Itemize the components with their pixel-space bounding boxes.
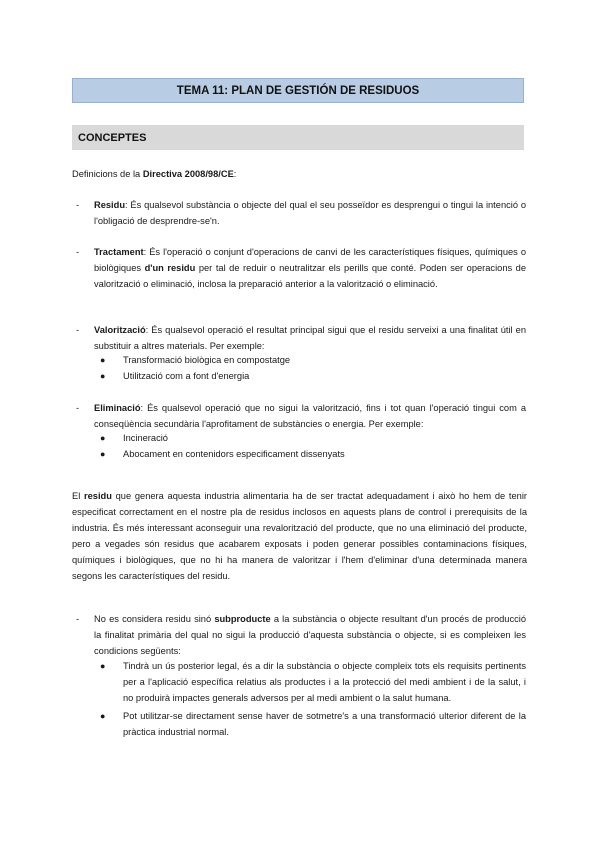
directive-name: Directiva 2008/98/CE xyxy=(142,169,234,179)
paragraph-text: que genera aquesta industria alimentaria ha de ser tractat adequadament i això ho hem de tenir especificat correctament en el nostre pla de residus inclosos en aquests plans de control i prerequisits de la industria. És més interessant aconseguir una revalorització del producte, que no una eliminació del producte, pero a vegades són residus que acabarem exposats i poden generar possibles contaminacions físiques, químiques i biològiques, que no hi ha manera de valoritzar i l'hem d'eliminar d'una determinada manera segons les característiques del residu. xyxy=(72,491,528,581)
list-item xyxy=(94,658,526,706)
dash-marker: - xyxy=(76,200,80,210)
definition-text: per tal de reduir o neutralitzar els perills que conté. Poden ser operacions de valorització o eliminació, inclosa la preparació anterior a la valorització o eliminació. xyxy=(94,263,527,289)
intro-line xyxy=(72,166,527,182)
definition-eliminacio xyxy=(94,400,526,432)
bullet-icon: ● xyxy=(100,661,106,671)
definition-term: Tractament xyxy=(94,247,144,257)
intro-suffix: : xyxy=(233,169,237,179)
bullet-icon: ● xyxy=(100,371,106,381)
residu-paragraph xyxy=(72,488,527,584)
dash-marker: - xyxy=(76,247,80,257)
list-item-text: Incineració xyxy=(123,433,168,443)
definition-residu xyxy=(94,197,526,229)
definition-term: Eliminació xyxy=(94,403,141,413)
dash-marker: - xyxy=(76,614,80,624)
subproducte-conditions xyxy=(94,658,526,740)
bullet-icon: ● xyxy=(100,449,106,459)
list-item-text: Utilització com a font d'energia xyxy=(123,371,250,381)
document-title-text: TEMA 11: PLAN DE GESTIÓN DE RESIDUOS xyxy=(176,84,420,97)
definition-term: Valorització xyxy=(94,325,146,335)
bullet-icon: ● xyxy=(100,711,106,721)
document-title xyxy=(72,78,524,103)
definition-valoritzacio xyxy=(94,322,526,354)
definition-text: : És qualsevol substància o objecte del qual el seu posseïdor es desprengui o tingui la intenció o l'obligació de desprendre-se'n. xyxy=(94,200,526,226)
definition-term: subproducte xyxy=(214,614,271,624)
bullet-icon: ● xyxy=(100,433,106,443)
list-item xyxy=(94,430,524,446)
list-item-text: Transformació biològica en compostatge xyxy=(123,355,291,365)
list-item-text: Tindrà un ús posterior legal, és a dir la substància o objecte compleix tots els requisits pertinents per a l'aplicació específica relatius als productes i a la protecció del medi ambient i de la salut, i no produirà impactes generals adversos per al medi ambient o la salut humana. xyxy=(123,661,526,703)
list-item xyxy=(94,446,524,462)
section-header-text: CONCEPTES xyxy=(78,131,147,144)
subproducte-definition xyxy=(94,611,526,659)
dash-marker: - xyxy=(76,403,80,413)
intro-prefix: Definicions de la xyxy=(72,169,143,179)
list-item xyxy=(94,368,524,384)
valoritzacio-examples xyxy=(94,352,524,384)
list-item-text: Abocament en contenidors especificament dissenyats xyxy=(123,449,345,459)
definition-text: a la substància o objecte resultant d'un procés de producció la finalitat primària del qual no sigui la producció d'aquesta substància o objecte, si es compleixen les condicions següents: xyxy=(94,614,526,656)
paragraph-prefix: El xyxy=(72,491,84,501)
paragraph-emphasis: residu xyxy=(84,491,112,501)
definition-text: : És l'operació o conjunt d'operacions de canvi de les característiques físiques, químiques o biològiques xyxy=(94,247,526,273)
eliminacio-examples xyxy=(94,430,524,462)
section-header xyxy=(72,125,524,150)
definition-text: No es considera residu sinó xyxy=(94,614,215,624)
definition-emphasis: d'un residu xyxy=(144,263,196,273)
list-item xyxy=(94,352,524,368)
dash-marker: - xyxy=(76,325,80,335)
list-item-text: Pot utilitzar-se directament sense haver de sotmetre's a una transformació ulterior diferent de la pràctica industrial normal. xyxy=(123,711,526,737)
definition-text: : És qualsevol operació que no sigui la valorització, fins i tot quan l'operació tingui com a conseqüència secundària l'aprofitament de substàncies o energia. Per exemple: xyxy=(94,403,526,429)
list-item xyxy=(94,708,526,740)
definition-text: : És qualsevol operació el resultat principal sigui que el residu serveixi a una finalitat útil en substituir a altres materials. Per exemple: xyxy=(94,325,526,351)
definition-term: Residu xyxy=(94,200,125,210)
bullet-icon: ● xyxy=(100,355,106,365)
definition-tractament xyxy=(94,244,526,292)
